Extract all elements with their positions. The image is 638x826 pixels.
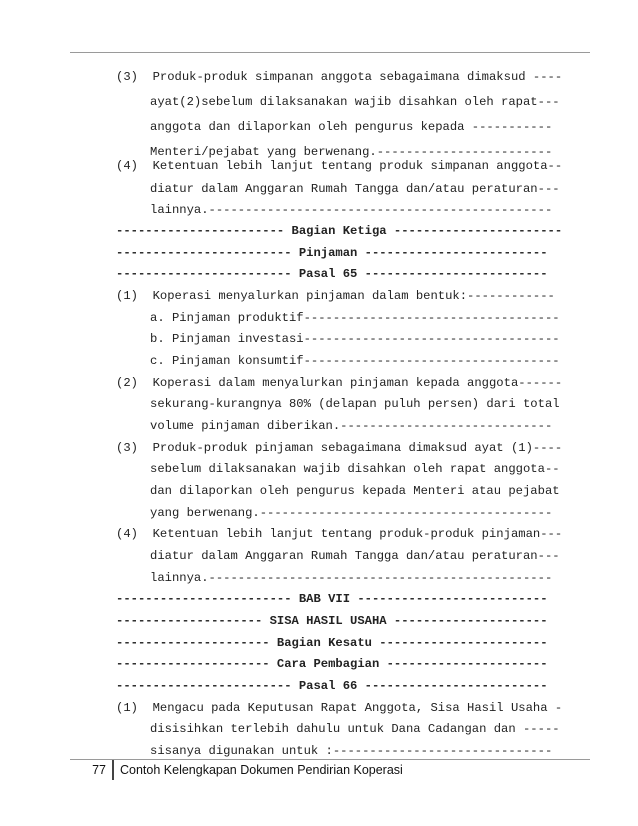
text-line: diatur dalam Anggaran Rumah Tangga dan/atau peraturan--- [150, 549, 560, 563]
section-heading: ------------------------ BAB VII -------------------------- [116, 592, 548, 606]
text-line: (1) Mengacu pada Keputusan Rapat Anggota, Sisa Hasil Usaha - [116, 701, 563, 715]
section-heading: --------------------- Cara Pembagian ---------------------- [116, 657, 548, 671]
text-line: (2) Koperasi dalam menyalurkan pinjaman kepada anggota------ [116, 376, 563, 390]
text-line: yang berwenang.---------------------------------------- [150, 506, 553, 520]
text-line: c. Pinjaman konsumtif----------------------------------- [150, 354, 560, 368]
section-heading: ------------------------ Pinjaman ------------------------- [116, 246, 548, 260]
section-heading: -------------------- SISA HASIL USAHA --------------------- [116, 614, 548, 628]
text-line: (3) Produk-produk simpanan anggota sebagaimana dimaksud ---- [116, 70, 563, 84]
text-line: anggota dan dilaporkan oleh pengurus kepada ----------- [150, 120, 553, 134]
text-line: (4) Ketentuan lebih lanjut tentang produk simpanan anggota-- [116, 159, 563, 173]
text-line: ayat(2)sebelum dilaksanakan wajib disahkan oleh rapat--- [150, 95, 560, 109]
footer-title: Contoh Kelengkapan Dokumen Pendirian Koperasi [120, 763, 403, 777]
text-line: sisanya digunakan untuk :------------------------------ [150, 744, 553, 758]
text-line: (4) Ketentuan lebih lanjut tentang produk-produk pinjaman--- [116, 527, 563, 541]
section-heading: ----------------------- Bagian Ketiga ----------------------- [116, 224, 563, 238]
text-line: disisihkan terlebih dahulu untuk Dana Cadangan dan ----- [150, 722, 560, 736]
text-line: lainnya.----------------------------------------------- [150, 571, 553, 585]
header-rule [70, 52, 590, 53]
text-line: a. Pinjaman produktif----------------------------------- [150, 311, 560, 325]
text-line: dan dilaporkan oleh pengurus kepada Menteri atau pejabat [150, 484, 560, 498]
section-heading: --------------------- Bagian Kesatu ----------------------- [116, 636, 548, 650]
text-line: (3) Produk-produk pinjaman sebagaimana dimaksud ayat (1)---- [116, 441, 563, 455]
text-line: (1) Koperasi menyalurkan pinjaman dalam bentuk:------------ [116, 289, 555, 303]
page-footer [70, 760, 403, 782]
text-line: sekurang-kurangnya 80% (delapan puluh persen) dari total [150, 397, 560, 411]
text-line: volume pinjaman diberikan.----------------------------- [150, 419, 553, 433]
section-heading: ------------------------ Pasal 66 ------------------------- [116, 679, 548, 693]
text-line: b. Pinjaman investasi----------------------------------- [150, 332, 560, 346]
page-number: 77 [70, 760, 114, 780]
section-heading: ------------------------ Pasal 65 ------------------------- [116, 267, 548, 281]
text-line: diatur dalam Anggaran Rumah Tangga dan/atau peraturan--- [150, 182, 560, 196]
text-line: Menteri/pejabat yang berwenang.------------------------ [150, 145, 553, 159]
text-line: lainnya.----------------------------------------------- [150, 203, 553, 217]
text-line: sebelum dilaksanakan wajib disahkan oleh rapat anggota-- [150, 462, 560, 476]
